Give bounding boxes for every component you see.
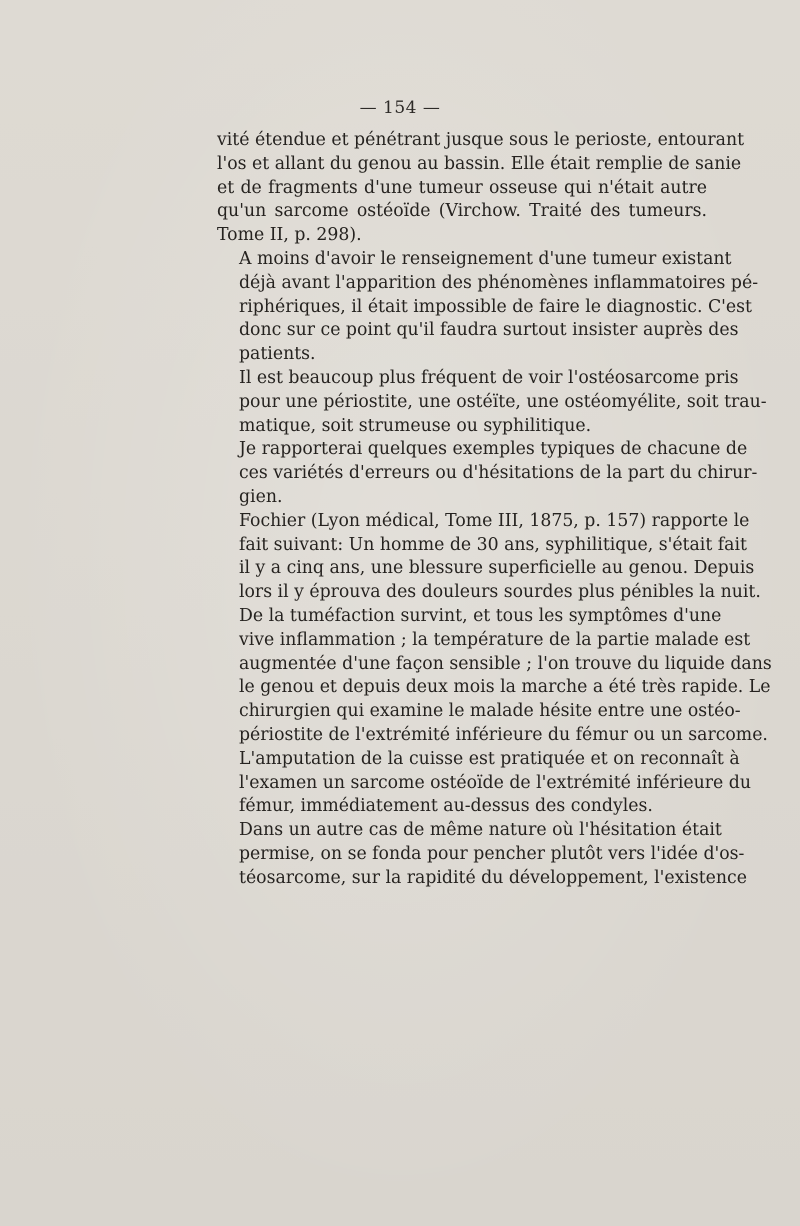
text-line: A moins d'avoir le renseignement d'une tumeur existant bbox=[239, 248, 732, 269]
text-line: pour une périostite, une ostéïte, une ostéomyélite, soit trau- bbox=[239, 391, 767, 412]
paragraph bbox=[217, 819, 747, 890]
text-line: donc sur ce point qu'il faudra surtout insister auprès des bbox=[239, 320, 739, 341]
text-line: patients. bbox=[239, 344, 316, 365]
page-number: — 154 — bbox=[359, 98, 441, 118]
text-line: l'examen un sarcome ostéoïde de l'extrémité inférieure du bbox=[239, 772, 751, 793]
paragraph bbox=[217, 438, 758, 509]
body-text bbox=[217, 129, 772, 891]
text-line: chirurgien qui examine le malade hésite entre une ostéo- bbox=[239, 701, 741, 722]
text-line: vive inflammation ; la température de la partie malade est bbox=[239, 629, 751, 650]
text-line: fait suivant: Un homme de 30 ans, syphilitique, s'était fait bbox=[239, 534, 747, 555]
text-line: ces variétés d'erreurs ou d'hésitations de la part du chirur- bbox=[239, 463, 758, 484]
text-line: périostite de l'extrémité inférieure du fémur ou un sarcome. bbox=[239, 724, 768, 745]
text-line: téosarcome, sur la rapidité du développement, l'existence bbox=[239, 867, 747, 888]
text-line: riphériques, il était impossible de faire le diagnostic. C'est bbox=[239, 296, 752, 317]
text-line: déjà avant l'apparition des phénomènes inflammatoires pé- bbox=[239, 272, 759, 293]
paragraph bbox=[217, 510, 772, 819]
text-line: Je rapporterai quelques exemples typiques de chacune de bbox=[239, 439, 748, 460]
text-line: fémur, immédiatement au-dessus des condyles. bbox=[239, 796, 653, 817]
text-line: gien. bbox=[239, 486, 283, 507]
text-line: et de fragments d'une tumeur osseuse qui n'était autre bbox=[217, 177, 707, 198]
text-line: il y a cinq ans, une blessure superficielle au genou. Depuis bbox=[239, 558, 755, 579]
text-line: le genou et depuis deux mois la marche a été très rapide. Le bbox=[239, 677, 771, 698]
text-line: Tome II, p. 298). bbox=[217, 225, 362, 246]
text-line: De la tuméfaction survint, et tous les symptômes d'une bbox=[239, 605, 722, 626]
text-line: l'os et allant du genou au bassin. Elle était remplie de sanie bbox=[217, 153, 742, 174]
text-line: Fochier (Lyon médical, Tome III, 1875, p. 157) rapporte le bbox=[239, 510, 750, 531]
paragraph bbox=[217, 367, 767, 438]
text-line: augmentée d'une façon sensible ; l'on trouve du liquide dans bbox=[239, 653, 772, 674]
paragraph bbox=[217, 129, 745, 248]
text-line: permise, on se fonda pour pencher plutôt vers l'idée d'os- bbox=[239, 843, 745, 864]
text-line: Dans un autre cas de même nature où l'hésitation était bbox=[239, 820, 722, 841]
text-line: Il est beaucoup plus fréquent de voir l'ostéosarcome pris bbox=[239, 367, 739, 388]
text-line: L'amputation de la cuisse est pratiquée et on reconnaît à bbox=[239, 748, 740, 769]
text-line: vité étendue et pénétrant jusque sous le perioste, entourant bbox=[217, 130, 745, 150]
paragraph bbox=[217, 248, 759, 367]
text-line: matique, soit strumeuse ou syphilitique. bbox=[239, 415, 592, 436]
text-line: lors il y éprouva des douleurs sourdes plus pénibles la nuit. bbox=[239, 582, 761, 603]
text-line: qu'un sarcome ostéoïde (Virchow. Traité des tumeurs. bbox=[217, 201, 707, 222]
